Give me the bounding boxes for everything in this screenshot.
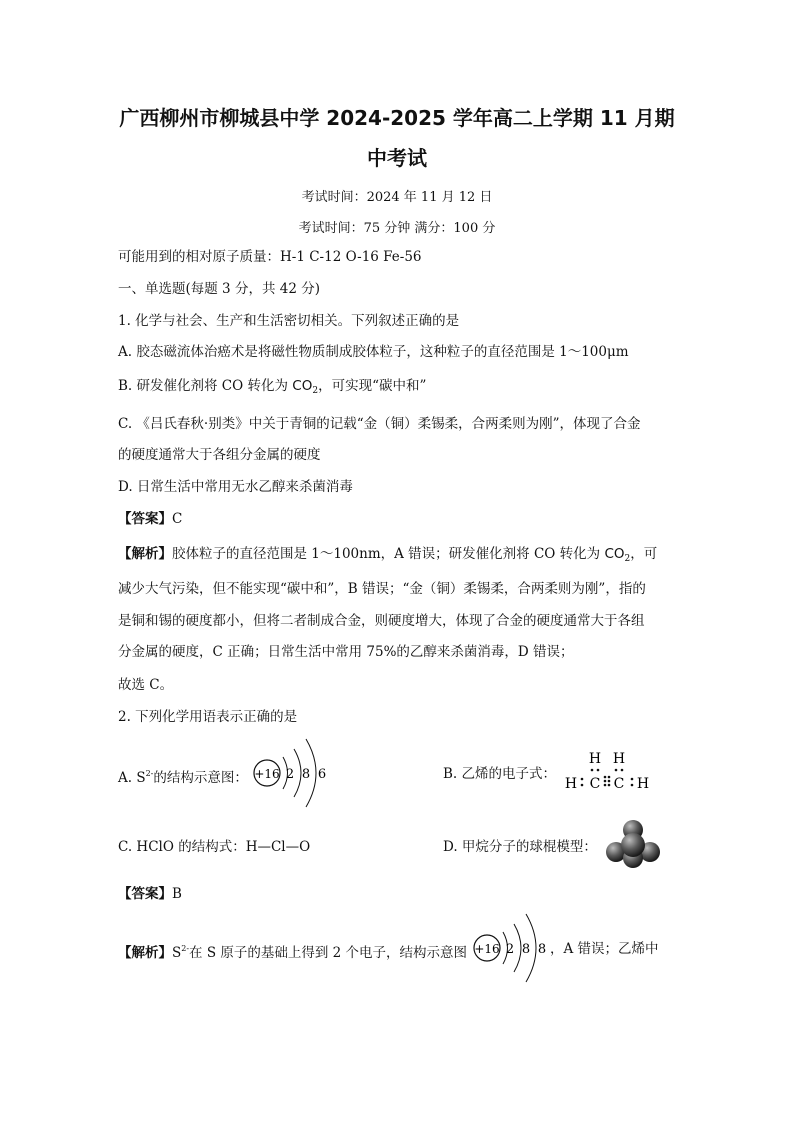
document-title-line2: 中考试 <box>367 146 427 170</box>
document-title-line1: 广西柳州市柳城县中学 2024-2025 学年高二上学期 11 月期 <box>119 106 675 130</box>
q2-analysis-start <box>118 940 467 962</box>
shell-arc-2 <box>514 924 521 972</box>
q2-analysis-tail: ，A 错误；乙烯中 <box>550 941 659 957</box>
q2-option-c: C. HClO 的结构式：H—Cl—O <box>118 839 311 855</box>
shell-electrons-1: 2 <box>285 767 295 782</box>
ethylene-h-top-left: H <box>588 751 602 767</box>
q1-analysis-text: 胶体粒子的直径范围是 1～100nm，A 错误；研发催化剂将 CO 转化为 <box>172 546 605 562</box>
q2-option-a-text: A. S <box>118 770 146 786</box>
q1-answer-value: C <box>172 511 183 527</box>
q1-option-d: D. 日常生活中常用无水乙醇来杀菌消毒 <box>118 479 353 495</box>
q1-option-b-tail: ，可实现“碳中和” <box>318 378 427 394</box>
q1-option-c-line1: C. 《吕氏春秋·别类》中关于青铜的记载“金（铜）柔锡柔，合两柔则为刚”，体现了合金 <box>118 416 641 432</box>
q1-option-b-subscript: 2 <box>312 386 319 396</box>
q2-option-a <box>118 765 248 787</box>
methane-ball-stick-model <box>604 818 662 870</box>
q2-analysis-text: 在 S 原子的基础上得到 2 个电子，结构示意图 <box>189 945 468 961</box>
shell-electrons-2: 8 <box>301 767 311 782</box>
q1-analysis-line1 <box>118 545 657 568</box>
q2-analysis-label: 【解析】 <box>118 945 172 961</box>
q2-option-a-tail: 的结构示意图： <box>153 770 248 786</box>
shell-electrons-1: 2 <box>505 942 515 957</box>
exam-date: 考试时间：2024 年 11 月 12 日 <box>301 190 493 205</box>
q1-analysis-formula: CO <box>604 546 625 562</box>
ethylene-h-right: H <box>636 776 650 792</box>
q2-analysis-ion: S <box>172 945 182 961</box>
sulfide-ion-structure-diagram <box>470 910 556 986</box>
q2-option-d: D. 甲烷分子的球棍模型： <box>443 839 597 855</box>
ethylene-h-top-right: H <box>612 751 626 767</box>
q1-answer <box>118 510 182 528</box>
q1-option-c-line2: 的硬度通常大于各组分金属的硬度 <box>118 447 321 463</box>
section-heading: 一、单选题(每题 3 分，共 42 分) <box>118 281 320 297</box>
ethylene-electron-formula <box>562 748 656 794</box>
q1-analysis-line4: 分金属的硬度，C 正确；日常生活中常用 75%的乙醇来杀菌消毒，D 错误； <box>118 644 574 660</box>
sulfur-ion-structure-diagram <box>250 735 336 811</box>
shell-electrons-3: 6 <box>317 767 327 782</box>
q1-analysis-subscript: 2 <box>624 554 631 564</box>
carbon-ball <box>621 833 645 857</box>
shell-arc-2 <box>294 749 301 797</box>
q1-analysis-line2: 减少大气污染，但不能实现“碳中和”，B 错误；“金（铜）柔锡柔，合两柔则为刚”，指的 <box>118 581 646 597</box>
q2-option-b: B. 乙烯的电子式： <box>443 766 557 782</box>
q1-option-b-text: B. 研发催化剂将 CO 转化为 <box>118 378 293 394</box>
q1-option-a: A. 胶态磁流体治癌术是将磁性物质制成胶体粒子，这种粒子的直径范围是 1～100μm <box>118 344 629 360</box>
q1-stem: 1. 化学与社会、生产和生活密切相关。下列叙述正确的是 <box>118 313 460 329</box>
nucleus-charge: +16 <box>254 767 280 781</box>
q1-analysis-line3: 是铜和锡的硬度都小，但将二者制成合金，则硬度增大，体现了合金的硬度通常大于各组 <box>118 613 645 629</box>
q2-option-a-superscript: 2- <box>145 769 154 778</box>
ethylene-c-right: C <box>613 776 625 792</box>
q1-analysis-line5: 故选 C。 <box>118 677 174 693</box>
nucleus-charge: +16 <box>474 942 500 956</box>
q1-option-b <box>118 377 426 400</box>
atomic-masses: 可能用到的相对原子质量：H-1 C-12 O-16 Fe-56 <box>118 249 422 265</box>
ethylene-c-left: C <box>589 776 601 792</box>
q1-analysis-label: 【解析】 <box>118 546 172 562</box>
q2-answer-value: B <box>172 886 182 902</box>
ethylene-h-left: H <box>564 776 578 792</box>
q2-analysis-superscript: 2- <box>181 944 190 953</box>
q1-option-b-formula: CO <box>292 378 313 394</box>
electron-dots <box>581 769 634 787</box>
q2-answer-label: 【答案】 <box>118 886 172 902</box>
q2-stem: 2. 下列化学用语表示正确的是 <box>118 709 298 725</box>
q1-analysis-tail: ，可 <box>630 546 658 562</box>
exam-duration: 考试时间：75 分钟 满分：100 分 <box>298 221 496 236</box>
shell-electrons-3: 8 <box>537 942 547 957</box>
shell-electrons-2: 8 <box>521 942 531 957</box>
q2-answer <box>118 885 182 903</box>
q1-answer-label: 【答案】 <box>118 511 172 527</box>
